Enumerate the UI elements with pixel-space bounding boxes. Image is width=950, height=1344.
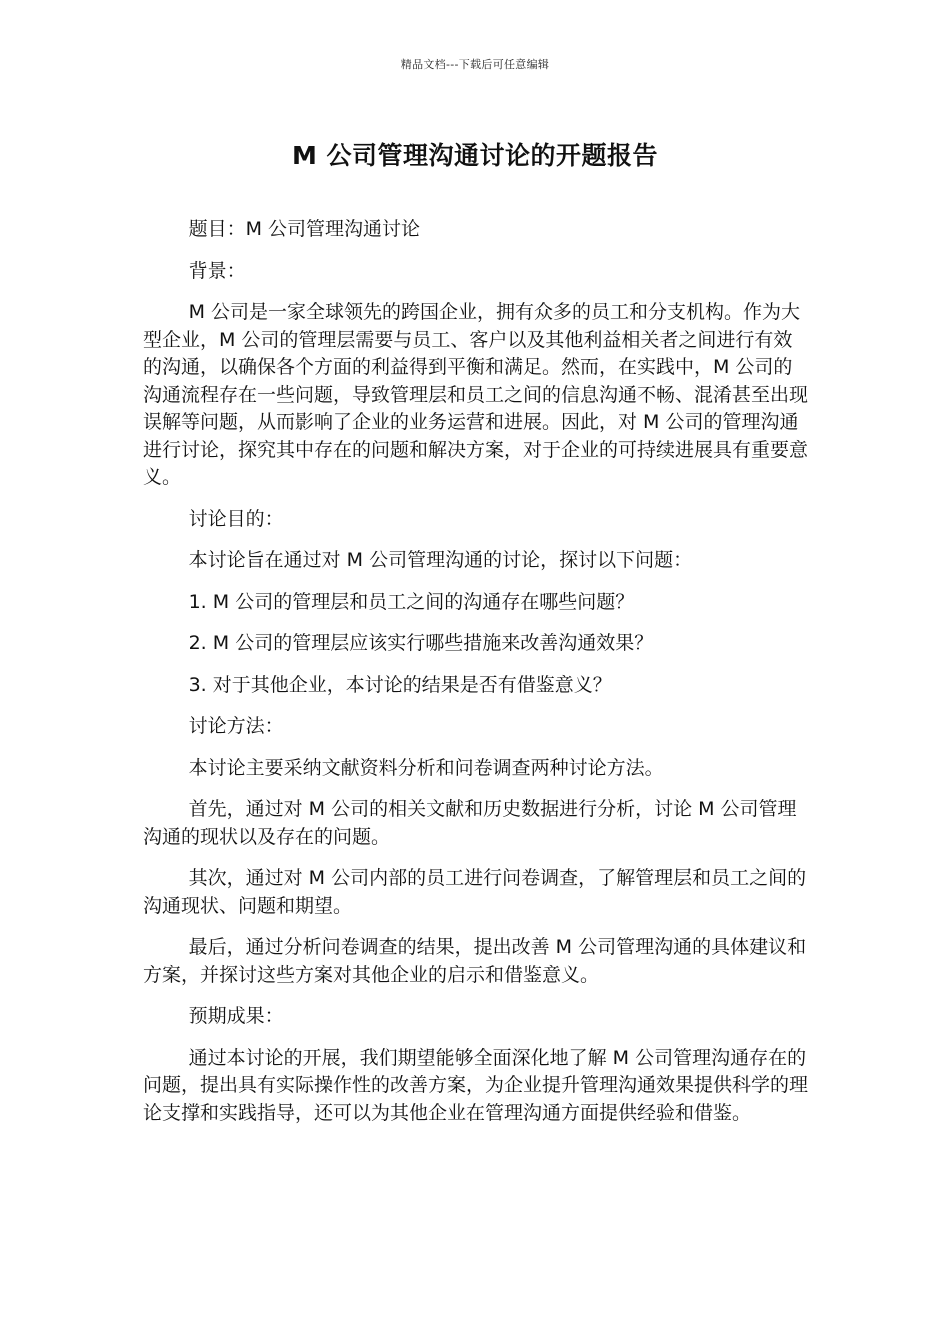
section-heading-method: 讨论方法： (188, 715, 284, 737)
document-title: M 公司管理沟通讨论的开题报告 (291, 141, 659, 170)
outcome-paragraph: 通过本讨论的开展，我们期望能够全面深化地了解 M 公司管理沟通存在的问题，提出具有实际操作性的改善方案，为企业提升管理沟通效果提供科学的理论支撑和实践指导，还可以为其他企业在管理沟通方面提供经验和借鉴。 (143, 1046, 809, 1124)
document-body (143, 216, 808, 1141)
page-header-watermark: 精品文档---下载后可任意编辑 (400, 58, 550, 71)
question-item-1: 1. M 公司的管理层和员工之间的沟通存在哪些问题？ (188, 590, 635, 613)
question-item-2: 2. M 公司的管理层应该实行哪些措施来改善沟通效果？ (188, 632, 654, 654)
section-heading-outcome: 预期成果： (188, 1005, 284, 1027)
method-step-1: 首先，通过对 M 公司的相关文献和历史数据进行分析，讨论 M 公司管理沟通的现状以及存在的问题。 (143, 798, 797, 848)
section-heading-purpose: 讨论目的： (188, 507, 284, 530)
method-step-3: 最后，通过分析问卷调查的结果，提出改善 M 公司管理沟通的具体建议和方案，并探讨这些方案对其他企业的启示和借鉴意义。 (143, 936, 807, 986)
question-item-3: 3. 对于其他企业，本讨论的结果是否有借鉴意义？ (188, 673, 612, 696)
method-step-2: 其次，通过对 M 公司内部的员工进行问卷调查，了解管理层和员工之间的沟通现状、问题和期望。 (143, 867, 807, 917)
method-intro: 本讨论主要采纳文献资料分析和问卷调查两种讨论方法。 (188, 756, 664, 779)
purpose-intro: 本讨论旨在通过对 M 公司管理沟通的讨论，探讨以下问题： (188, 549, 693, 571)
section-heading-background: 背景： (188, 259, 246, 282)
topic-line: 题目：M 公司管理沟通讨论 (188, 218, 421, 240)
background-paragraph: M 公司是一家全球领先的跨国企业，拥有众多的员工和分支机构。作为大型企业，M 公司的管理层需要与员工、客户以及其他利益相关者之间进行有效的沟通，以确保各个方面的利益得到平衡和满足。然而，在实践中，M 公司的沟通流程存在一些问题，导致管理层和员工之间的信息沟通不畅、混淆甚至出现误解等问题，从而影响了企业的业务运营和进展。因此，对 M 公司的管理沟通进行讨论，探究其中存在的问题和解决方案，对于企业的可持续进展具有重要意义。 (143, 301, 809, 488)
